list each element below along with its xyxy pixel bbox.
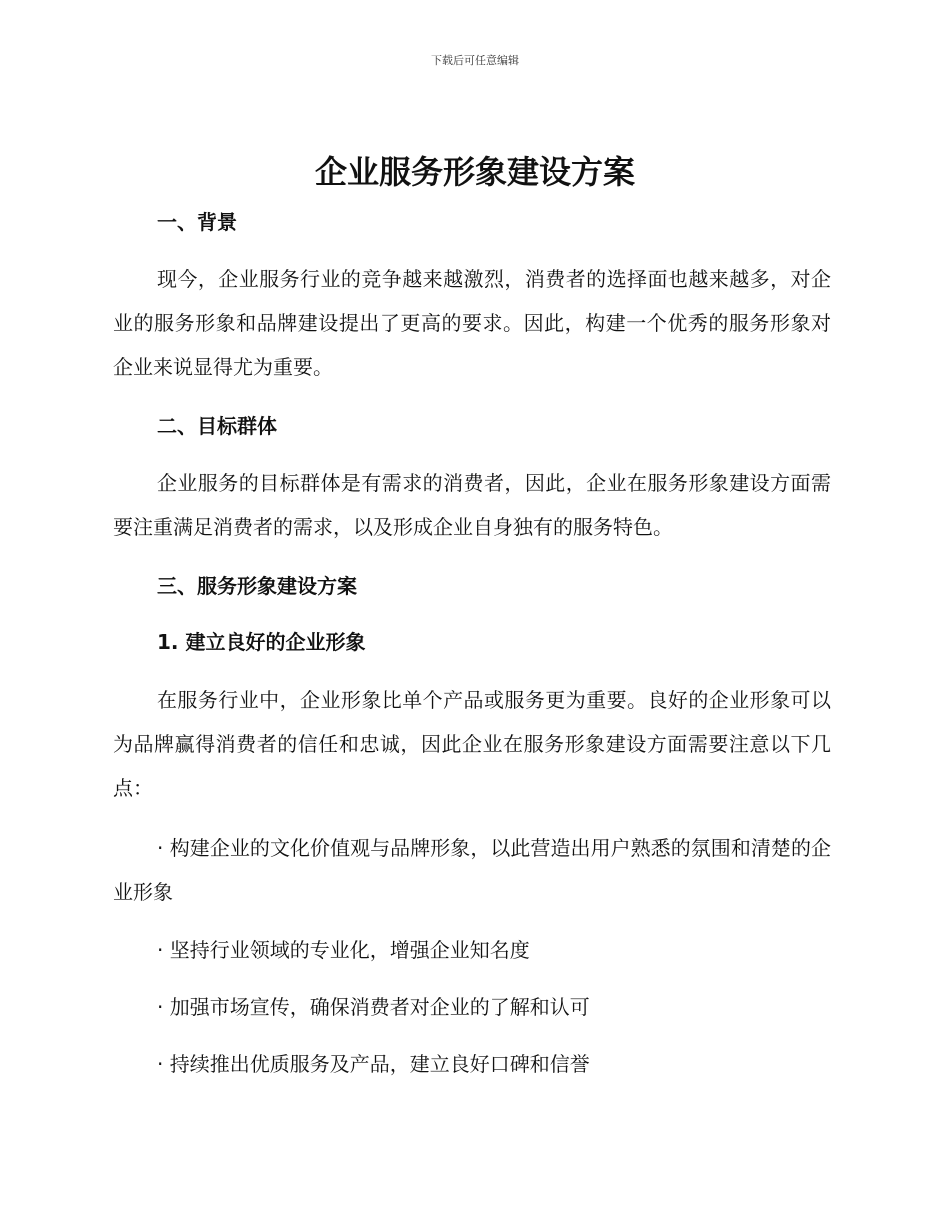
subheading-corporate-image: 1. 建立良好的企业形象 bbox=[157, 630, 366, 654]
section-heading-target: 二、目标群体 bbox=[157, 414, 277, 438]
section-heading-background: 一、背景 bbox=[157, 210, 237, 234]
bullet-item: · 坚持行业领域的专业化，增强企业知名度 bbox=[157, 938, 530, 962]
bullet-item: · 加强市场宣传，确保消费者对企业的了解和认可 bbox=[157, 995, 590, 1019]
header-note: 下载后可任意编辑 bbox=[431, 54, 519, 67]
bullet-item: · 持续推出优质服务及产品，建立良好口碑和信誉 bbox=[157, 1052, 590, 1076]
paragraph-corporate-image: 在服务行业中，企业形象比单个产品或服务更为重要。良好的企业形象可以为品牌赢得消费者的信任和忠诚，因此企业在服务形象建设方面需要注意以下几点： bbox=[113, 688, 831, 800]
document-title: 企业服务形象建设方案 bbox=[314, 153, 635, 191]
bullet-item: · 构建企业的文化价值观与品牌形象，以此营造出用户熟悉的氛围和清楚的企业形象 bbox=[113, 836, 831, 904]
paragraph-background: 现今，企业服务行业的竞争越来越激烈，消费者的选择面也越来越多，对企业的服务形象和品牌建设提出了更高的要求。因此，构建一个优秀的服务形象对企业来说显得尤为重要。 bbox=[113, 267, 831, 379]
paragraph-target: 企业服务的目标群体是有需求的消费者，因此，企业在服务形象建设方面需要注重满足消费者的需求，以及形成企业自身独有的服务特色。 bbox=[113, 471, 831, 539]
section-heading-plan: 三、服务形象建设方案 bbox=[157, 574, 357, 598]
